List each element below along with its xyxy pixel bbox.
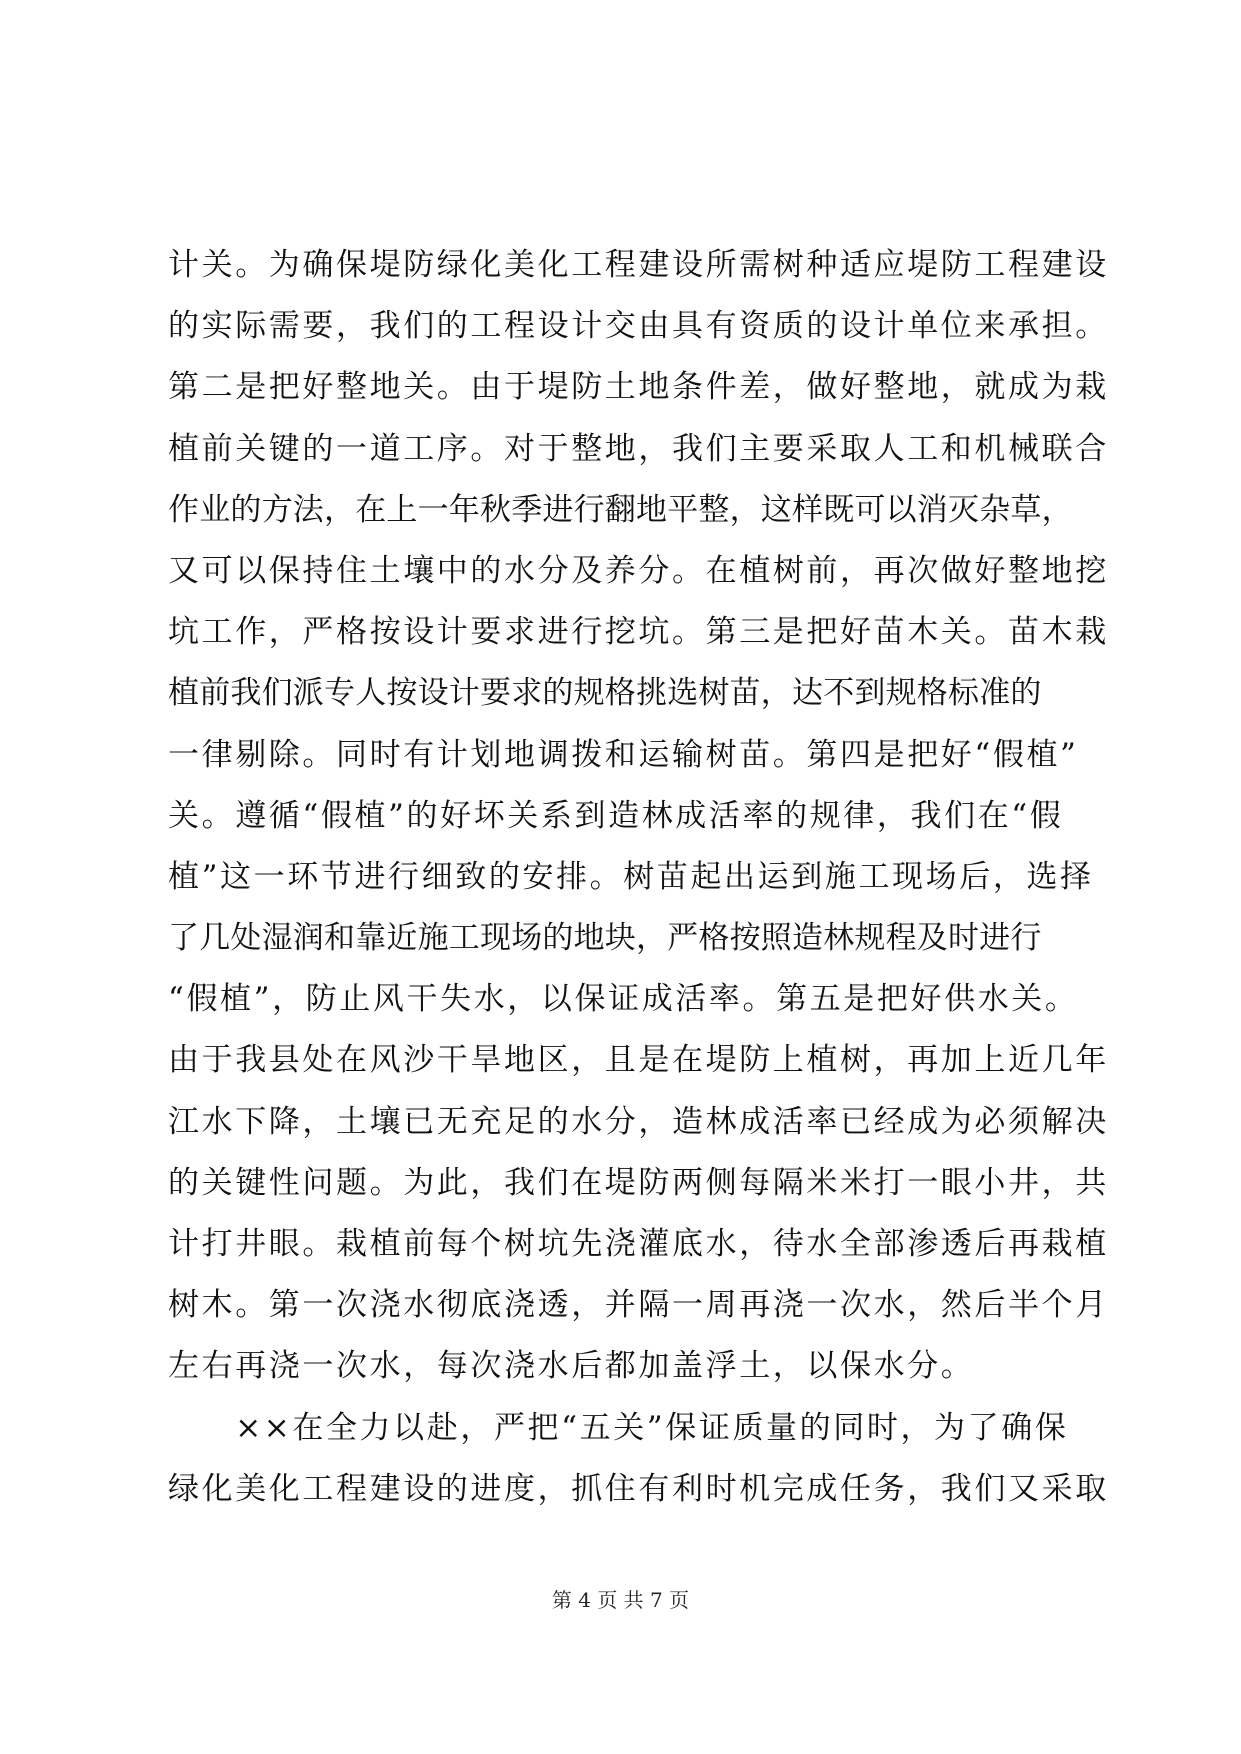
text-line-17: 计打井眼。栽植前每个树坑先浇灌底水，待水全部渗透后再栽植 <box>168 1226 1109 1262</box>
text-line-18: 树木。第一次浇水彻底浇透，并隔一周再浇一次水，然后半个月 <box>168 1287 1109 1324</box>
text-line-5: 作业的方法，在上一年秋季进行翻地平整，这样既可以消灭杂草， <box>168 491 1073 528</box>
text-line-4: 植前关键的一道工序。对于整地，我们主要采取人工和机械联合 <box>168 430 1109 467</box>
text-line-13: “假植”，防止风干失水，以保证成活率。第五是把好供水关。 <box>168 981 1079 1018</box>
body-text <box>168 235 1109 1520</box>
text-line-19: 左右再浇一次水，每次浇水后都加盖浮土，以保水分。 <box>168 1348 975 1385</box>
text-line-16: 的关键性问题。为此，我们在堤防两侧每隔米米打一眼小井，共 <box>168 1164 1109 1201</box>
text-line-9: 一律剔除。同时有计划地调拨和运输树苗。第四是把好“假植” <box>168 736 1079 773</box>
text-line-1: 计关。为确保堤防绿化美化工程建设所需树种适应堤防工程建设 <box>168 247 1109 283</box>
text-line-7: 坑工作，严格按设计要求进行挖坑。第三是把好苗木关。苗木栽 <box>168 614 1109 651</box>
text-line-6: 又可以保持住土壤中的水分及养分。在植树前，再次做好整地挖 <box>168 552 1109 589</box>
text-line-11: 植”这一环节进行细致的安排。树苗起出运到施工现场后，选择 <box>168 858 1094 895</box>
text-line-20: ××在全力以赴，严把“五关”保证质量的同时，为了确保 <box>168 1409 1069 1446</box>
text-line-10: 关。遵循“假植”的好坏关系到造林成活率的规律，我们在“假 <box>168 797 1064 834</box>
text-line-2: 的实际需要，我们的工程设计交由具有资质的设计单位来承担。 <box>168 308 1109 345</box>
page-footer <box>0 1585 1241 1615</box>
text-line-12: 了几处湿润和靠近施工现场的地块，严格按照造林规程及时进行 <box>168 920 1042 957</box>
text-line-3: 第二是把好整地关。由于堤防土地条件差，做好整地，就成为栽 <box>168 369 1109 406</box>
text-line-21: 绿化美化工程建设的进度，抓住有利时机完成任务，我们又采取 <box>168 1470 1109 1507</box>
text-line-14: 由于我县处在风沙干旱地区，且是在堤防上植树，再加上近几年 <box>168 1042 1109 1079</box>
text-line-15: 江水下降，土壤已无充足的水分，造林成活率已经成为必须解决 <box>168 1103 1109 1140</box>
page-number: 第 4 页 共 7 页 <box>551 1588 690 1612</box>
text-line-8: 植前我们派专人按设计要求的规格挑选树苗，达不到规格标准的 <box>168 675 1042 712</box>
